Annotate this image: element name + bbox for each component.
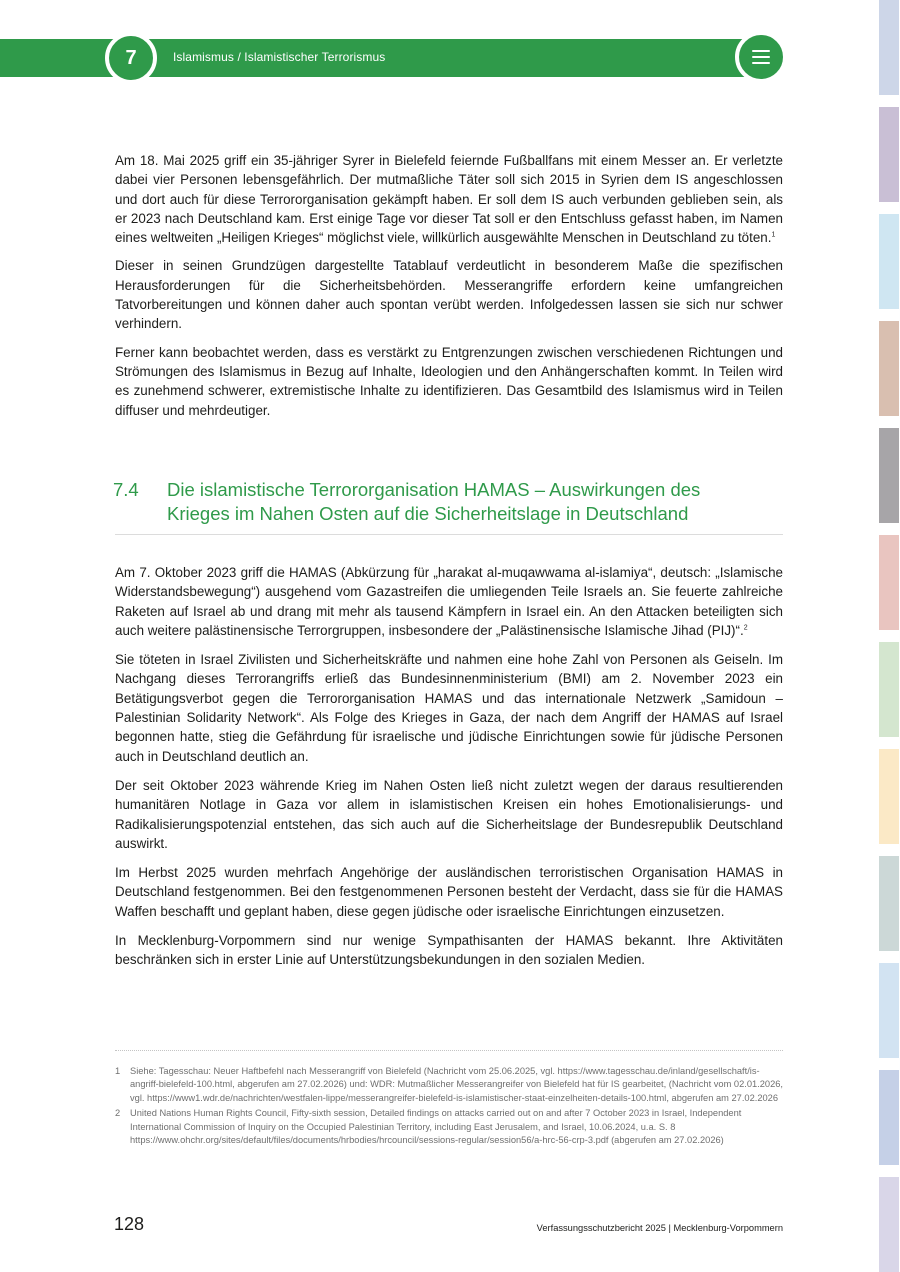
chapter-title: Islamismus / Islamistischer Terrorismus <box>173 50 386 64</box>
footnote-divider <box>115 1050 783 1051</box>
section-text-block <box>115 563 783 970</box>
chapter-tab[interactable] <box>879 0 899 95</box>
paragraph: Im Herbst 2025 wurden mehrfach Angehörige der ausländischen terroristischen Organisation HAMAS in Deutschland festgenommen. Bei den festgenommenen Personen besteht der Verdacht, dass sie für die HAMAS Waffen beschafft und geplant haben, diese gegen jüdische oder israelische Einrichtungen einzusetzen. <box>115 865 783 919</box>
menu-button[interactable] <box>735 31 787 83</box>
chapter-tab[interactable] <box>879 428 899 523</box>
chapter-tab[interactable] <box>879 1177 899 1272</box>
paragraph: In Mecklenburg-Vorpommern sind nur wenige Sympathisanten der HAMAS bekannt. Ihre Aktivitäten beschränken sich in erster Linie auf Unterstützungsbekundungen in den sozialen Medien. <box>115 933 783 968</box>
paragraph: Ferner kann beobachtet werden, dass es verstärkt zu Entgrenzungen zwischen verschiedenen Richtungen und Strömungen des Islamismus in Bezug auf Inhalte, Ideologien und den Anhängerschaften kommt. In Teilen wird es zunehmend schwerer, extremistische Inhalte zu identifizieren. Das Gesamtbild des Islamismus wird in Teilen diffuser und mehrdeutiger. <box>115 344 783 418</box>
footnote-text: Siehe: Tagesschau: Neuer Haftbefehl nach Messerangriff von Bielefeld (Nachricht vom 25.06.2025, vgl. https://www.tagesschau.de/inland/gesellschaft/is-angriff-bielefeld-100.html, abgerufen am 27.02.2026) und: WDR: Mutmaßlicher Messerangreifer von Bielefeld hat für IS gearbeitet, (Nachricht vom 02.01.2026, vgl. https://www1.wdr.de/nachrichten/westfalen-lippe/messerangreifer-bielefeld-is-islamistischer-staat-einzelheiten-details-100.html, abgerufen am 27.02.2026 <box>130 1066 784 1103</box>
page-number: 128 <box>114 1214 145 1234</box>
chapter-tab[interactable] <box>879 963 899 1058</box>
paragraph: Der seit Oktober 2023 währende Krieg im Nahen Osten ließ nicht zuletzt wegen der daraus resultierenden humanitären Notlage in Gaza vor allem in islamistischen Kreisen ein hohes Emotionalisierungs- und Radikalisierungspotenzial entstehen, das sich auch auf die Sicherheitslage der Bundesrepublik Deutschland auswirkt. <box>115 777 783 851</box>
section-title: Die islamistische Terrororganisation HAMAS – Auswirkungen des Krieges im Nahen Osten auf die Sicherheitslage in Deutschland <box>167 479 701 524</box>
hamburger-icon-line <box>752 62 770 64</box>
footnote <box>115 1107 783 1147</box>
paragraph: Dieser in seinen Grundzügen dargestellte Tatablauf verdeutlicht in besonderem Maße die spezifischen Herausforderungen für die Sicherheitsbehörden. Messerangriffe erfordern keine umfangreichen Tatvorbereitungen und können daher auch spontan verübt werden. Infolgedessen lassen sie sich nur schwer verhindern. <box>115 258 783 332</box>
chapter-tab[interactable] <box>879 642 899 737</box>
paragraph: Am 7. Oktober 2023 griff die HAMAS (Abkürzung für „harakat al-muqawwama al-islamiya“, deutsch: „Islamische Widerstandsbewegung“) ausgehend vom Gazastreifen die umliegenden Teile Israels an. Sie feuerte zahlreiche Raketen auf Israel ab und drang mit mehr als tausend Kämpfern in Israel ein. An den Attacken beteiligten sich auch weitere palästinensische Terrorgruppen, insbesondere der „Palästinensische Islamische Jihad (PIJ)“.$^2$ <box>115 565 783 638</box>
footnote-number: 2 <box>115 1108 121 1119</box>
chapter-tab[interactable] <box>879 107 899 202</box>
chapter-tab[interactable] <box>879 535 899 630</box>
footnote <box>115 1065 783 1105</box>
hamburger-icon-line <box>752 50 770 52</box>
chapter-tab[interactable] <box>879 321 899 416</box>
footnote-number: 1 <box>115 1066 121 1076</box>
publication-title: Verfassungsschutzbericht 2025 | Mecklenburg-Vorpommern <box>536 1223 783 1233</box>
footnotes <box>115 1065 783 1149</box>
hamburger-icon-line <box>752 56 770 58</box>
paragraph: Am 18. Mai 2025 griff ein 35-jähriger Syrer in Bielefeld feiernde Fußballfans mit einem Messer an. Er verletzte dabei vier Personen lebensgefährlich. Der mutmaßliche Täter soll sich 2015 in Syrien dem IS angeschlossen und dort auch für diese Terrororganisation gekämpft haben. Er soll dem IS auch verbunden geblieben sein, als er 2023 nach Deutschland kam. Erst einige Tage vor dieser Tat soll er den Entschluss gefasst haben, im Namen eines weltweiten „Heiligen Krieges“ möglichst viele, willkürlich ausgewählte Menschen in Deutschland zu töten.$^1$ <box>115 153 783 246</box>
section-number: 7.4 <box>113 479 139 500</box>
chapter-tab[interactable] <box>879 856 899 951</box>
chapter-tab[interactable] <box>879 1070 899 1165</box>
chapter-tab[interactable] <box>879 749 899 844</box>
footnote-text: United Nations Human Rights Council, Fifty-sixth session, Detailed findings on attacks carried out on and after 7 October 2023 in Israel, Independent International Commission of Inquiry on the Occupied Palestinian Territory, including East Jerusalem, and Israel, 10.06.2024, u.a. S. 8 https://www.ohchr.org/sites/default/files/documents/hrbodies/hrcouncil/sessions-regular/session56/a-hrc-56-crp-3.pdf (abgerufen am 27.02.2026) <box>130 1108 742 1146</box>
footnote-reference[interactable]: 1 <box>771 231 776 239</box>
intro-text-block <box>115 151 783 420</box>
heading-divider <box>115 534 783 535</box>
paragraph: Sie töteten in Israel Zivilisten und Sicherheitskräfte und nahmen eine hohe Zahl von Personen als Geiseln. Im Nachgang dieses Terrorangriffs erließ das Bundesinnenministerium (BMI) am 2. November 2023 ein Betätigungsverbot gegen die Terrororganisation HAMAS und das internationale Netzwerk „Samidoun – Palestinian Solidarity Network“. Als Folge des Krieges in Gaza, der nach dem Angriff der HAMAS auf Israel begonnen hatte, stieg die Gefährdung für israelische und jüdische Einrichtungen sowie für jüdische Personen auch in Deutschland deutlich an. <box>115 652 783 764</box>
chapter-tab[interactable] <box>879 214 899 309</box>
chapter-number-badge: 7 <box>105 32 157 84</box>
footnote-reference[interactable]: 2 <box>743 624 748 632</box>
